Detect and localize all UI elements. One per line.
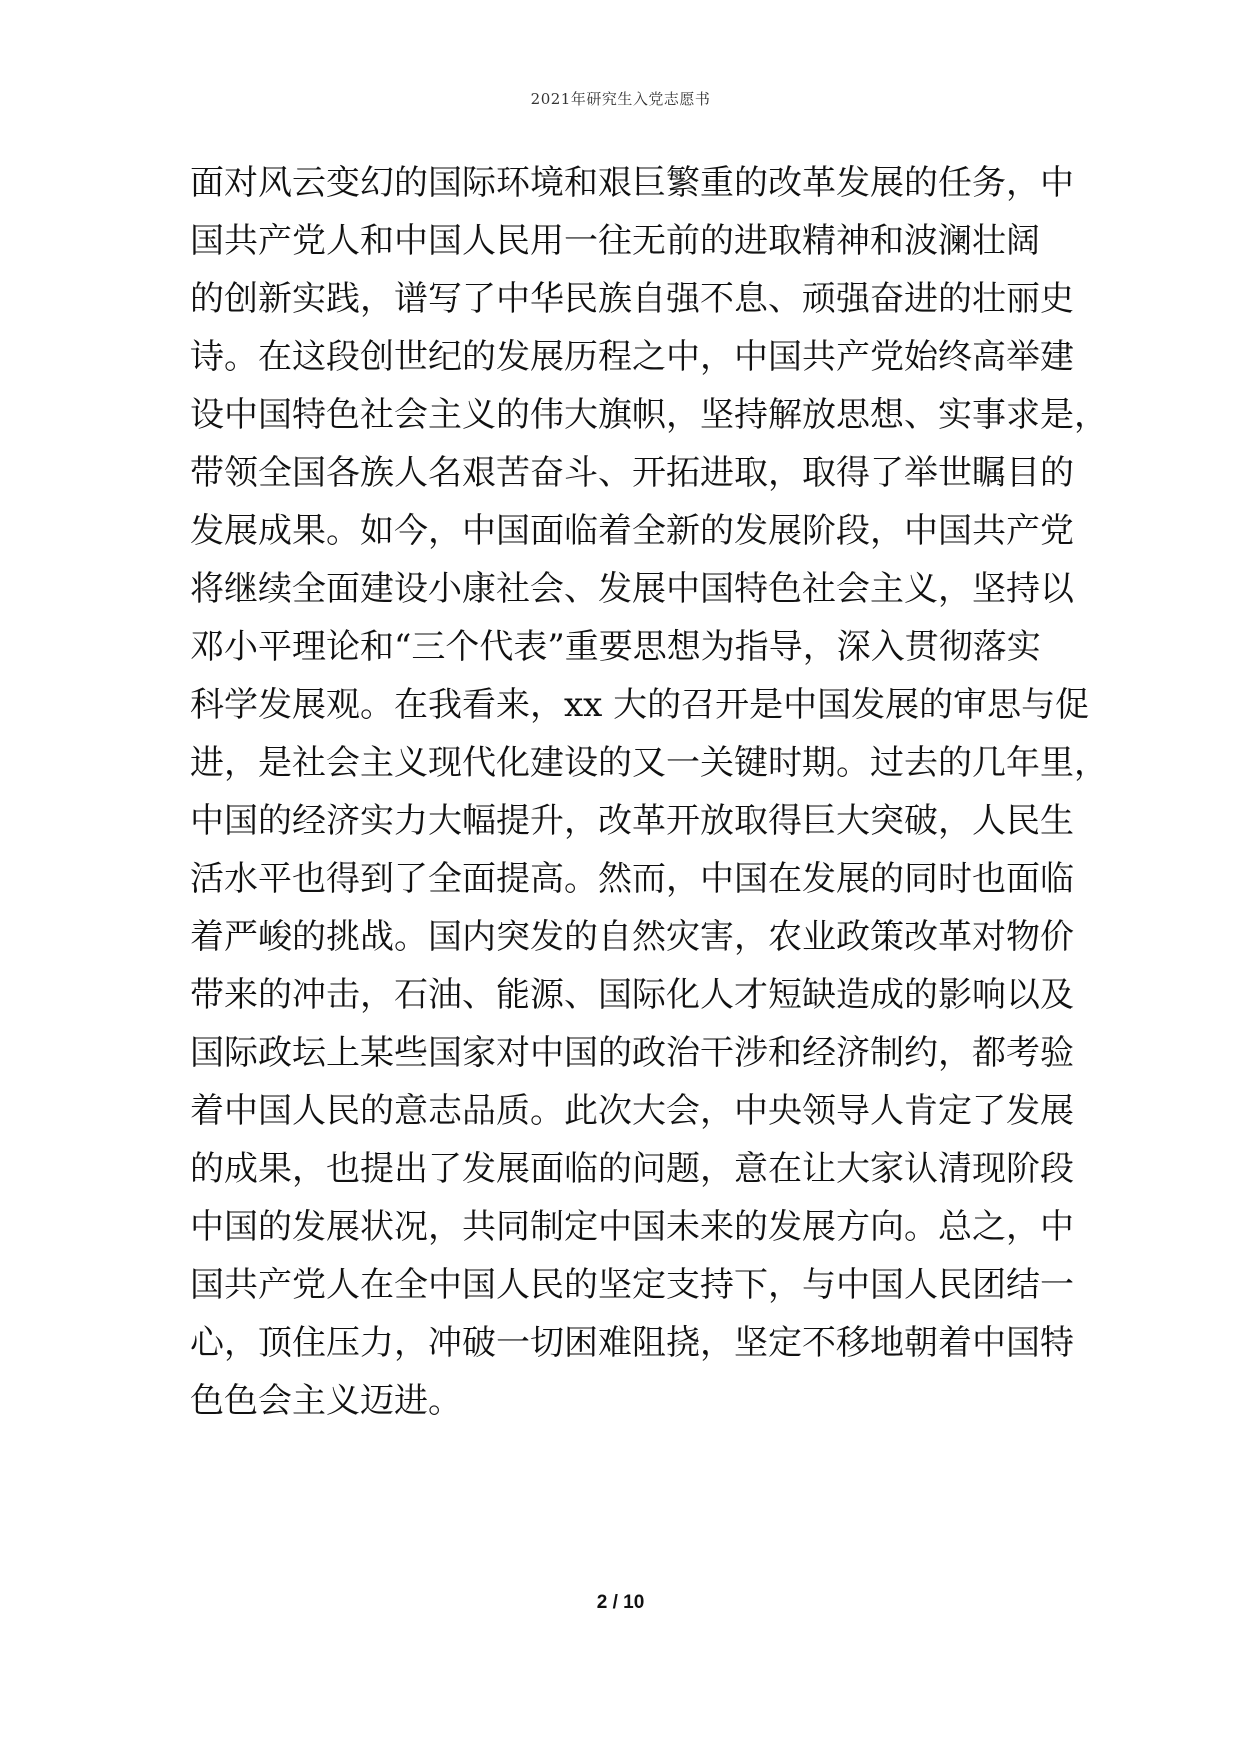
text-line: 的成果，也提出了发展面临的问题，意在让大家认清现阶段 bbox=[190, 1149, 1074, 1189]
text-line: 设中国特色社会主义的伟大旗帜，坚持解放思想、实事求是， bbox=[190, 395, 1108, 435]
text-line: 进，是社会主义现代化建设的又一关键时期。过去的几年里， bbox=[190, 743, 1108, 783]
text-line: 心，顶住压力，冲破一切困难阻挠，坚定不移地朝着中国特 bbox=[190, 1323, 1074, 1363]
text-line: 的创新实践，谱写了中华民族自强不息、顽强奋进的壮丽史 bbox=[190, 279, 1074, 319]
page-number: 2 / 10 bbox=[596, 1592, 645, 1613]
text-line: 中国的经济实力大幅提升，改革开放取得巨大突破，人民生 bbox=[190, 801, 1074, 841]
text-line: 邓小平理论和“三个代表”重要思想为指导，深入贯彻落实 bbox=[190, 627, 1041, 667]
text-line: 国共产党人和中国人民用一往无前的进取精神和波澜壮阔 bbox=[190, 221, 1040, 261]
text-line: 诗。在这段创世纪的发展历程之中，中国共产党始终高举建 bbox=[190, 337, 1074, 377]
text-line: 带来的冲击，石油、能源、国际化人才短缺造成的影响以及 bbox=[190, 975, 1074, 1015]
text-line: 带领全国各族人名艰苦奋斗、开拓进取，取得了举世瞩目的 bbox=[190, 453, 1074, 493]
text-line: 中国的发展状况，共同制定中国未来的发展方向。总之，中 bbox=[190, 1207, 1074, 1247]
text-line: 着严峻的挑战。国内突发的自然灾害，农业政策改革对物价 bbox=[190, 917, 1074, 957]
text-line: 将继续全面建设小康社会、发展中国特色社会主义，坚持以 bbox=[190, 569, 1074, 609]
running-header: 2021年研究生入党志愿书 bbox=[530, 90, 711, 108]
text-line: 科学发展观。在我看来，xx 大的召开是中国发展的审思与促 bbox=[190, 685, 1090, 725]
text-line: 国际政坛上某些国家对中国的政治干涉和经济制约，都考验 bbox=[190, 1033, 1074, 1073]
text-line: 着中国人民的意志品质。此次大会，中央领导人肯定了发展 bbox=[190, 1091, 1074, 1131]
text-line: 发展成果。如今，中国面临着全新的发展阶段，中国共产党 bbox=[190, 511, 1074, 551]
text-line: 色色会主义迈进。 bbox=[190, 1381, 462, 1421]
text-line: 面对风云变幻的国际环境和艰巨繁重的改革发展的任务，中 bbox=[190, 163, 1074, 203]
text-line: 活水平也得到了全面提高。然而，中国在发展的同时也面临 bbox=[190, 859, 1074, 899]
text-line: 国共产党人在全中国人民的坚定支持下，与中国人民团结一 bbox=[190, 1265, 1074, 1305]
